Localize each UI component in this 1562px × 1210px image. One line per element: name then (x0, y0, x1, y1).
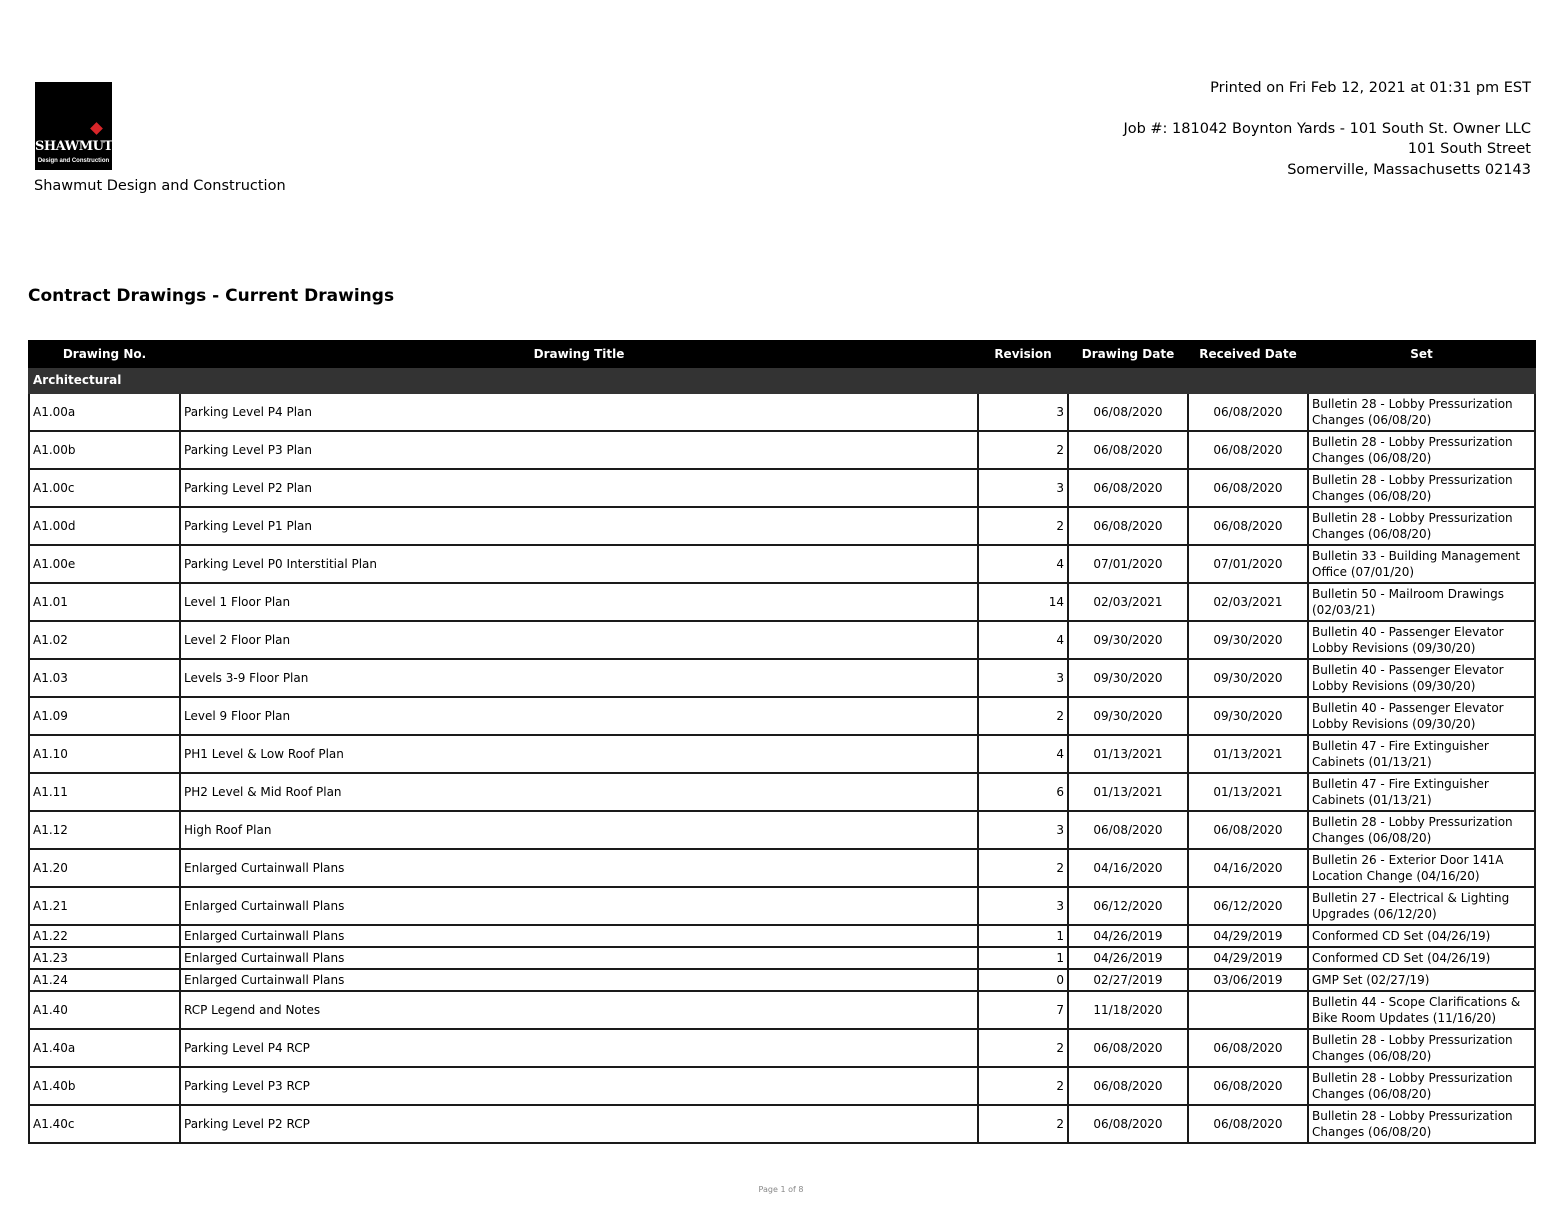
cell-drawing-date: 01/13/2021 (1068, 735, 1188, 773)
cell-drawing-date: 01/13/2021 (1068, 773, 1188, 811)
table-row (29, 621, 1535, 659)
cell-drawing-date: 06/12/2020 (1068, 887, 1188, 925)
company-name: Shawmut Design and Construction (34, 178, 286, 194)
cell-set: Conformed CD Set (04/26/19) (1308, 925, 1535, 947)
logo-wordmark: SHAWMUT (35, 139, 113, 154)
table-row (29, 393, 1535, 431)
table-row (29, 545, 1535, 583)
column-header-drawing-date: Drawing Date (1068, 341, 1188, 367)
cell-received-date: 06/08/2020 (1188, 811, 1308, 849)
cell-drawing-date: 06/08/2020 (1068, 1105, 1188, 1143)
table-row (29, 583, 1535, 621)
cell-drawing-title: Level 2 Floor Plan (180, 621, 978, 659)
table-row (29, 773, 1535, 811)
cell-set: GMP Set (02/27/19) (1308, 969, 1535, 991)
cell-drawing-no: A1.10 (29, 735, 180, 773)
cell-set: Bulletin 28 - Lobby Pressurization Changes (06/08/20) (1308, 431, 1535, 469)
cell-received-date: 01/13/2021 (1188, 773, 1308, 811)
cell-drawing-no: A1.09 (29, 697, 180, 735)
cell-revision: 4 (978, 735, 1068, 773)
cell-received-date: 09/30/2020 (1188, 697, 1308, 735)
cell-drawing-no: A1.22 (29, 925, 180, 947)
cell-drawing-no: A1.00c (29, 469, 180, 507)
cell-drawing-no: A1.03 (29, 659, 180, 697)
table-row (29, 735, 1535, 773)
cell-set: Conformed CD Set (04/26/19) (1308, 947, 1535, 969)
cell-received-date: 06/12/2020 (1188, 887, 1308, 925)
section-label: Architectural (29, 367, 1535, 393)
cell-received-date: 06/08/2020 (1188, 1067, 1308, 1105)
table-row (29, 887, 1535, 925)
cell-set: Bulletin 33 - Building Management Office (07/01/20) (1308, 545, 1535, 583)
cell-received-date: 03/06/2019 (1188, 969, 1308, 991)
cell-drawing-date: 04/16/2020 (1068, 849, 1188, 887)
cell-drawing-no: A1.00a (29, 393, 180, 431)
table-row (29, 947, 1535, 969)
column-header-set: Set (1308, 341, 1535, 367)
column-header-revision: Revision (978, 341, 1068, 367)
cell-drawing-date: 04/26/2019 (1068, 925, 1188, 947)
cell-drawing-title: Enlarged Curtainwall Plans (180, 925, 978, 947)
cell-revision: 2 (978, 1105, 1068, 1143)
cell-drawing-no: A1.20 (29, 849, 180, 887)
cell-drawing-title: High Roof Plan (180, 811, 978, 849)
cell-drawing-no: A1.24 (29, 969, 180, 991)
address-line-1: 101 South Street (1407, 141, 1531, 157)
table-row (29, 1105, 1535, 1143)
cell-drawing-no: A1.00e (29, 545, 180, 583)
table-row (29, 925, 1535, 947)
cell-drawing-title: RCP Legend and Notes (180, 991, 978, 1029)
drawings-table (28, 340, 1536, 1144)
cell-received-date: 07/01/2020 (1188, 545, 1308, 583)
cell-drawing-title: Enlarged Curtainwall Plans (180, 887, 978, 925)
cell-set: Bulletin 27 - Electrical & Lighting Upgrades (06/12/20) (1308, 887, 1535, 925)
cell-drawing-title: Level 9 Floor Plan (180, 697, 978, 735)
cell-drawing-title: Parking Level P4 RCP (180, 1029, 978, 1067)
cell-drawing-title: PH2 Level & Mid Roof Plan (180, 773, 978, 811)
cell-received-date: 06/08/2020 (1188, 1105, 1308, 1143)
table-row (29, 969, 1535, 991)
cell-drawing-date: 06/08/2020 (1068, 431, 1188, 469)
cell-revision: 3 (978, 469, 1068, 507)
cell-drawing-date: 09/30/2020 (1068, 659, 1188, 697)
cell-revision: 3 (978, 887, 1068, 925)
cell-set: Bulletin 40 - Passenger Elevator Lobby Revisions (09/30/20) (1308, 659, 1535, 697)
cell-drawing-no: A1.40c (29, 1105, 180, 1143)
cell-received-date: 04/29/2019 (1188, 925, 1308, 947)
cell-revision: 3 (978, 659, 1068, 697)
table-row (29, 431, 1535, 469)
cell-revision: 3 (978, 393, 1068, 431)
cell-drawing-no: A1.21 (29, 887, 180, 925)
cell-drawing-date: 06/08/2020 (1068, 1029, 1188, 1067)
cell-received-date: 06/08/2020 (1188, 393, 1308, 431)
cell-drawing-no: A1.40 (29, 991, 180, 1029)
cell-received-date: 06/08/2020 (1188, 507, 1308, 545)
logo-tagline: Design and Construction (37, 158, 110, 164)
cell-drawing-no: A1.02 (29, 621, 180, 659)
table-row (29, 991, 1535, 1029)
report-title: Contract Drawings - Current Drawings (28, 286, 395, 306)
job-number: Job #: 181042 Boynton Yards - 101 South St. Owner LLC (1123, 120, 1531, 137)
cell-drawing-title: Parking Level P2 RCP (180, 1105, 978, 1143)
cell-drawing-date: 07/01/2020 (1068, 545, 1188, 583)
cell-drawing-no: A1.12 (29, 811, 180, 849)
cell-received-date: 04/16/2020 (1188, 849, 1308, 887)
cell-drawing-title: Parking Level P0 Interstitial Plan (180, 545, 978, 583)
cell-set: Bulletin 28 - Lobby Pressurization Changes (06/08/20) (1308, 1067, 1535, 1105)
cell-set: Bulletin 28 - Lobby Pressurization Changes (06/08/20) (1308, 1029, 1535, 1067)
report-header (1123, 78, 1531, 180)
cell-set: Bulletin 44 - Scope Clarifications & Bike Room Updates (11/16/20) (1308, 991, 1535, 1029)
table-row (29, 697, 1535, 735)
cell-drawing-date: 06/08/2020 (1068, 393, 1188, 431)
cell-drawing-no: A1.00b (29, 431, 180, 469)
cell-drawing-date: 09/30/2020 (1068, 621, 1188, 659)
cell-set: Bulletin 28 - Lobby Pressurization Changes (06/08/20) (1308, 507, 1535, 545)
cell-revision: 7 (978, 991, 1068, 1029)
cell-received-date: 06/08/2020 (1188, 1029, 1308, 1067)
cell-received-date: 04/29/2019 (1188, 947, 1308, 969)
cell-revision: 14 (978, 583, 1068, 621)
cell-drawing-date: 11/18/2020 (1068, 991, 1188, 1029)
cell-set: Bulletin 50 - Mailroom Drawings (02/03/21) (1308, 583, 1535, 621)
table-row (29, 849, 1535, 887)
cell-revision: 4 (978, 545, 1068, 583)
shawmut-logo (35, 82, 112, 170)
table-row (29, 1029, 1535, 1067)
cell-set: Bulletin 40 - Passenger Elevator Lobby Revisions (09/30/20) (1308, 621, 1535, 659)
table-row (29, 1067, 1535, 1105)
logo-diamond-icon (90, 122, 103, 135)
column-header-drawing-no: Drawing No. (29, 341, 180, 367)
cell-received-date: 06/08/2020 (1188, 469, 1308, 507)
cell-revision: 6 (978, 773, 1068, 811)
cell-set: Bulletin 28 - Lobby Pressurization Changes (06/08/20) (1308, 1105, 1535, 1143)
cell-drawing-title: Parking Level P4 Plan (180, 393, 978, 431)
cell-revision: 2 (978, 697, 1068, 735)
cell-set: Bulletin 47 - Fire Extinguisher Cabinets (01/13/21) (1308, 735, 1535, 773)
cell-drawing-title: Enlarged Curtainwall Plans (180, 947, 978, 969)
cell-drawing-title: Parking Level P1 Plan (180, 507, 978, 545)
cell-drawing-title: Level 1 Floor Plan (180, 583, 978, 621)
cell-drawing-title: Enlarged Curtainwall Plans (180, 969, 978, 991)
table-row (29, 507, 1535, 545)
cell-drawing-title: Parking Level P3 RCP (180, 1067, 978, 1105)
cell-received-date: 09/30/2020 (1188, 621, 1308, 659)
cell-received-date: 09/30/2020 (1188, 659, 1308, 697)
cell-revision: 0 (978, 969, 1068, 991)
cell-set: Bulletin 40 - Passenger Elevator Lobby Revisions (09/30/20) (1308, 697, 1535, 735)
cell-set: Bulletin 28 - Lobby Pressurization Changes (06/08/20) (1308, 811, 1535, 849)
cell-revision: 2 (978, 1029, 1068, 1067)
cell-drawing-no: A1.40b (29, 1067, 180, 1105)
cell-drawing-title: Enlarged Curtainwall Plans (180, 849, 978, 887)
cell-set: Bulletin 28 - Lobby Pressurization Changes (06/08/20) (1308, 393, 1535, 431)
cell-set: Bulletin 28 - Lobby Pressurization Changes (06/08/20) (1308, 469, 1535, 507)
cell-drawing-date: 04/26/2019 (1068, 947, 1188, 969)
cell-set: Bulletin 26 - Exterior Door 141A Location Change (04/16/20) (1308, 849, 1535, 887)
table-header-row (29, 341, 1535, 367)
cell-drawing-date: 02/03/2021 (1068, 583, 1188, 621)
column-header-drawing-title: Drawing Title (180, 341, 978, 367)
cell-revision: 3 (978, 811, 1068, 849)
cell-drawing-no: A1.23 (29, 947, 180, 969)
cell-received-date: 06/08/2020 (1188, 431, 1308, 469)
cell-revision: 1 (978, 925, 1068, 947)
cell-drawing-date: 09/30/2020 (1068, 697, 1188, 735)
table-row (29, 811, 1535, 849)
cell-drawing-no: A1.40a (29, 1029, 180, 1067)
address-line-2: Somerville, Massachusetts 02143 (1287, 161, 1531, 178)
cell-drawing-no: A1.00d (29, 507, 180, 545)
cell-revision: 2 (978, 1067, 1068, 1105)
cell-drawing-no: A1.11 (29, 773, 180, 811)
cell-revision: 1 (978, 947, 1068, 969)
cell-drawing-date: 06/08/2020 (1068, 507, 1188, 545)
cell-drawing-date: 06/08/2020 (1068, 811, 1188, 849)
cell-drawing-no: A1.01 (29, 583, 180, 621)
cell-drawing-title: Levels 3-9 Floor Plan (180, 659, 978, 697)
cell-revision: 2 (978, 507, 1068, 545)
cell-received-date: 01/13/2021 (1188, 735, 1308, 773)
section-row (29, 367, 1535, 393)
cell-drawing-date: 06/08/2020 (1068, 469, 1188, 507)
cell-drawing-date: 02/27/2019 (1068, 969, 1188, 991)
column-header-received-date: Received Date (1188, 341, 1308, 367)
table-row (29, 659, 1535, 697)
cell-drawing-date: 06/08/2020 (1068, 1067, 1188, 1105)
printed-timestamp: Printed on Fri Feb 12, 2021 at 01:31 pm EST (1210, 80, 1531, 96)
cell-drawing-title: Parking Level P3 Plan (180, 431, 978, 469)
cell-revision: 2 (978, 849, 1068, 887)
cell-set: Bulletin 47 - Fire Extinguisher Cabinets (01/13/21) (1308, 773, 1535, 811)
table-row (29, 469, 1535, 507)
cell-revision: 2 (978, 431, 1068, 469)
cell-drawing-title: Parking Level P2 Plan (180, 469, 978, 507)
cell-received-date: 02/03/2021 (1188, 583, 1308, 621)
cell-received-date (1188, 991, 1308, 1029)
page-footer: Page 1 of 8 (758, 1185, 804, 1194)
cell-drawing-title: PH1 Level & Low Roof Plan (180, 735, 978, 773)
cell-revision: 4 (978, 621, 1068, 659)
